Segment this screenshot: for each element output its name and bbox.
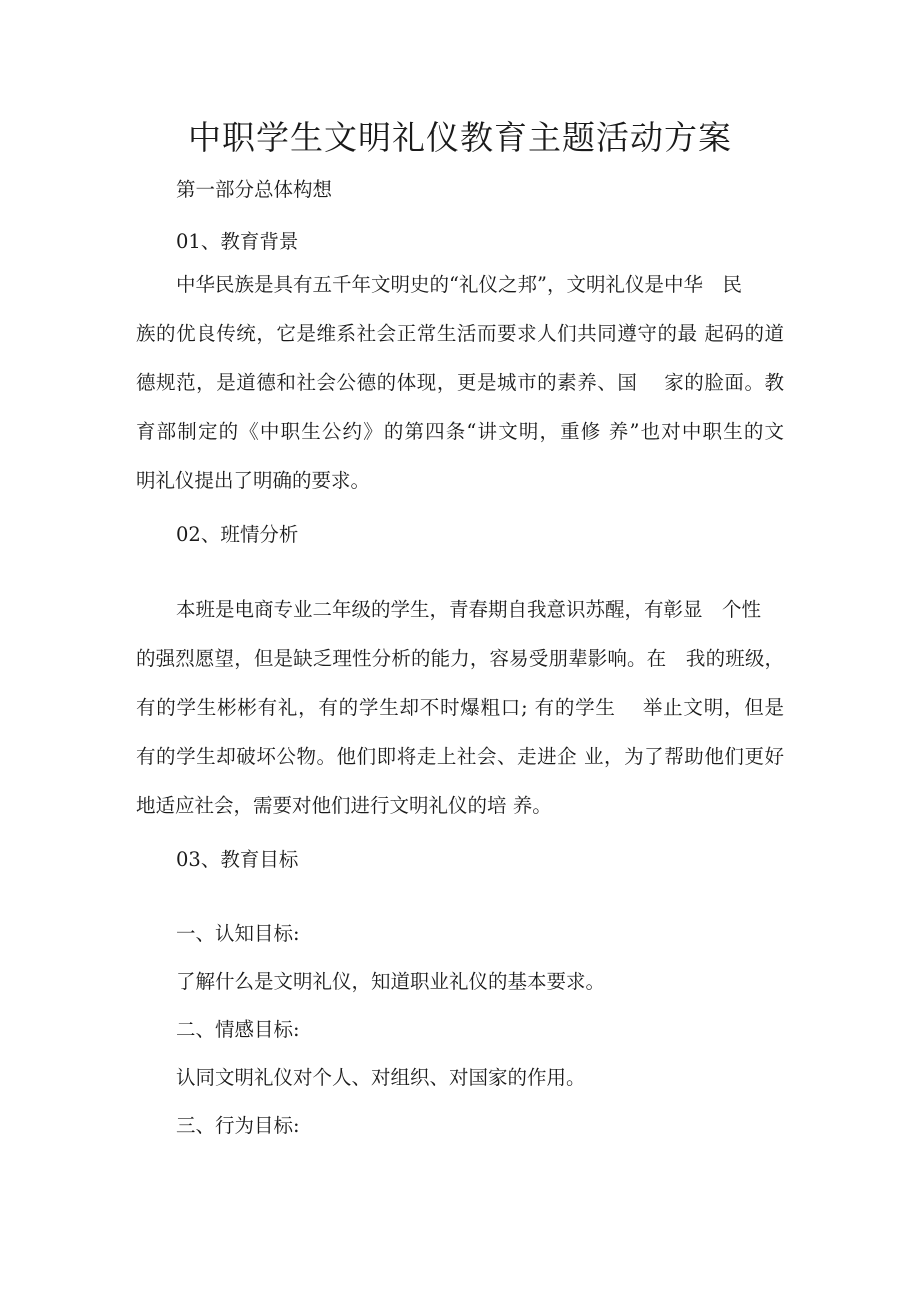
- goal-text-emotional: 认同文明礼仪对个人、对组织、对国家的作用。: [176, 1066, 586, 1089]
- paragraph-line: 本班是电商专业二年级的学生，青春期自我意识苏醒，有彰显 个性: [176, 598, 762, 621]
- paragraph-line: 的强烈愿望，但是缺乏理性分析的能力，容易受朋辈影响。在 我的班级，: [136, 647, 784, 670]
- paragraph-line: 有的学生却破坏公物。他们即将走上社会、走进企 业，为了帮助他们更好: [136, 745, 784, 768]
- paragraph-line: 地适应社会，需要对他们进行文明礼仪的培 养。: [136, 794, 552, 817]
- paragraph-line: 中华民族是具有五千年文明史的“礼仪之邦”，文明礼仪是中华 民: [176, 273, 742, 296]
- goal-label-emotional: 二、情感目标:: [176, 1018, 300, 1041]
- goal-label-behavioral: 三、行为目标:: [176, 1114, 300, 1137]
- paragraph-line: 育部制定的《中职生公约》的第四条“讲文明，重修 养”也对中职生的文: [136, 420, 784, 443]
- paragraph-line: 族的优良传统，它是维系社会正常生活而要求人们共同遵守的最 起码的道: [136, 322, 784, 345]
- section-heading-goals: 03、教育目标: [176, 848, 299, 871]
- goal-text-cognitive: 了解什么是文明礼仪，知道职业礼仪的基本要求。: [176, 970, 606, 993]
- part-heading: 第一部分总体构想: [176, 178, 333, 201]
- paragraph-line: 德规范，是道德和社会公德的体现，更是城市的素养、国 家的脸面。教: [136, 371, 784, 394]
- paragraph-line: 有的学生彬彬有礼，有的学生却不时爆粗口; 有的学生 举止文明，但是: [136, 696, 784, 719]
- paragraph-line: 明礼仪提出了明确的要求。: [136, 469, 371, 492]
- document-title: 中职学生文明礼仪教育主题活动方案: [188, 118, 732, 157]
- section-heading-background: 01、教育背景: [176, 230, 299, 253]
- goal-label-cognitive: 一、认知目标:: [176, 922, 300, 945]
- section-heading-class-analysis: 02、班情分析: [176, 523, 299, 546]
